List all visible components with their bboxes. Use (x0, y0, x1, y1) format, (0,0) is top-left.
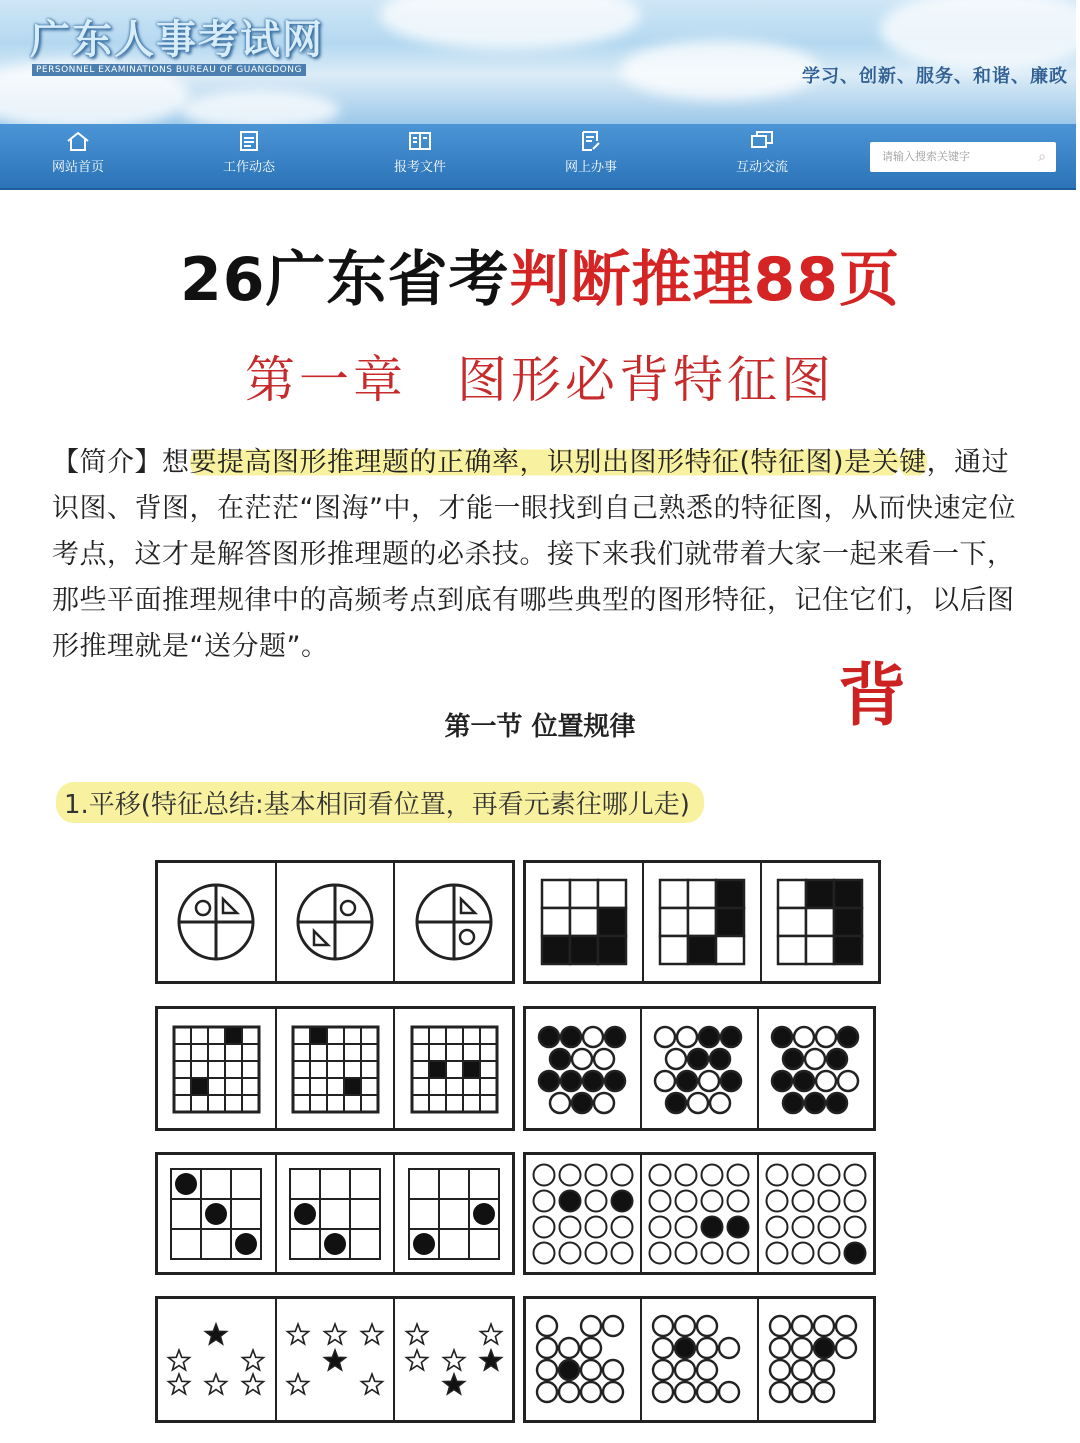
site-slogan: 学习、创新、服务、和谐、廉政 (802, 66, 1068, 87)
figure-cell (158, 1009, 277, 1128)
figure-cell (759, 1009, 873, 1128)
intro-paragraph (52, 440, 1032, 670)
figure-cell (395, 1299, 512, 1420)
figure-panel-circle-clusters (523, 1006, 876, 1131)
memorize-stamp: 背 (838, 656, 907, 736)
nav-label: 互动交流 (735, 160, 788, 175)
figure-cell (526, 863, 644, 981)
chapter-title (0, 340, 1080, 412)
figure-cell (644, 863, 762, 981)
intro-highlight-1: 要提高图形推理题的正确率，识别出图形特征(特征图)是关 (189, 447, 900, 478)
figure-cell (277, 1009, 396, 1128)
figure-cell (158, 863, 277, 981)
figure-cell (526, 1155, 642, 1272)
figure-cell (158, 1155, 277, 1272)
page-title-black: 26广东省考 (180, 245, 510, 315)
figure-cell (395, 1009, 512, 1128)
figure-cell (277, 1155, 396, 1272)
book-icon (407, 130, 433, 152)
site-logo-subtitle: PERSONNEL EXAMINATIONS BUREAU OF GUANGDONG (32, 64, 306, 76)
figure-panel-circle-matrix (523, 1152, 876, 1275)
figure-panel-stars (155, 1296, 515, 1423)
figure-panel-circle-groups (523, 1296, 876, 1423)
chat-icon (749, 130, 775, 152)
intro-body: ，通过识图、背图，在茫茫“图海”中，才能一眼找到自己熟悉的特征图，从而快速定位考点，这才是解答图形推理题的必杀技。接下来我们就带着大家一起来看一下，那些平面推理规律中的高频考点到底有哪些典型的图形特征，记住它们，以后图形推理就是“送分题”。 (52, 447, 1016, 662)
edit-doc-icon (578, 130, 604, 152)
figure-cell (277, 863, 396, 981)
figure-panel-5x5-grids (155, 1006, 515, 1131)
figure-panel-circle-quadrants (155, 860, 515, 984)
nav-item-online-service[interactable] (551, 130, 631, 175)
nav-label: 网站首页 (51, 160, 104, 175)
figure-cell (277, 1299, 396, 1420)
item-heading: 1.平移(特征总结:基本相同看位置，再看元素往哪儿走) (56, 782, 704, 823)
figure-cell (642, 1009, 758, 1128)
figure-cell (395, 1155, 512, 1272)
site-logo-title[interactable]: 广东人事考试网 (30, 16, 324, 63)
page-title-red: 判断推理88页 (509, 245, 900, 315)
search-input[interactable]: 请输入搜索关键字 ⌕ (870, 142, 1056, 172)
nav-item-home[interactable] (38, 130, 118, 175)
figure-cell (642, 1299, 758, 1420)
chapter-number: 第一章 (245, 351, 407, 409)
home-icon (65, 130, 91, 152)
nav-item-interaction[interactable] (722, 130, 802, 175)
figure-cell (526, 1299, 642, 1420)
nav-item-exam-files[interactable] (380, 130, 460, 175)
figure-panel-dot-grids (155, 1152, 515, 1275)
page-title (0, 232, 1080, 318)
figure-panel-block-grids (523, 860, 881, 984)
nav-bar (0, 124, 1076, 190)
figure-cell (642, 1155, 758, 1272)
figure-cell (762, 863, 878, 981)
chapter-name: 图形必背特征图 (457, 351, 835, 409)
nav-label: 网上办事 (564, 160, 617, 175)
figure-cell (759, 1155, 873, 1272)
intro-highlight-2: 键 (899, 447, 927, 478)
nav-label: 报考文件 (393, 160, 446, 175)
section-title: 第一节 位置规律 (444, 712, 636, 742)
nav-label: 工作动态 (222, 160, 275, 175)
figure-cell (759, 1299, 873, 1420)
figure-cell (526, 1009, 642, 1128)
document-list-icon (236, 130, 262, 152)
site-banner (0, 0, 1080, 124)
intro-prefix: 【简介】想 (52, 447, 190, 478)
figure-cell (395, 863, 512, 981)
search-icon[interactable]: ⌕ (1038, 149, 1046, 165)
nav-item-work-news[interactable] (209, 130, 289, 175)
figure-cell (158, 1299, 277, 1420)
